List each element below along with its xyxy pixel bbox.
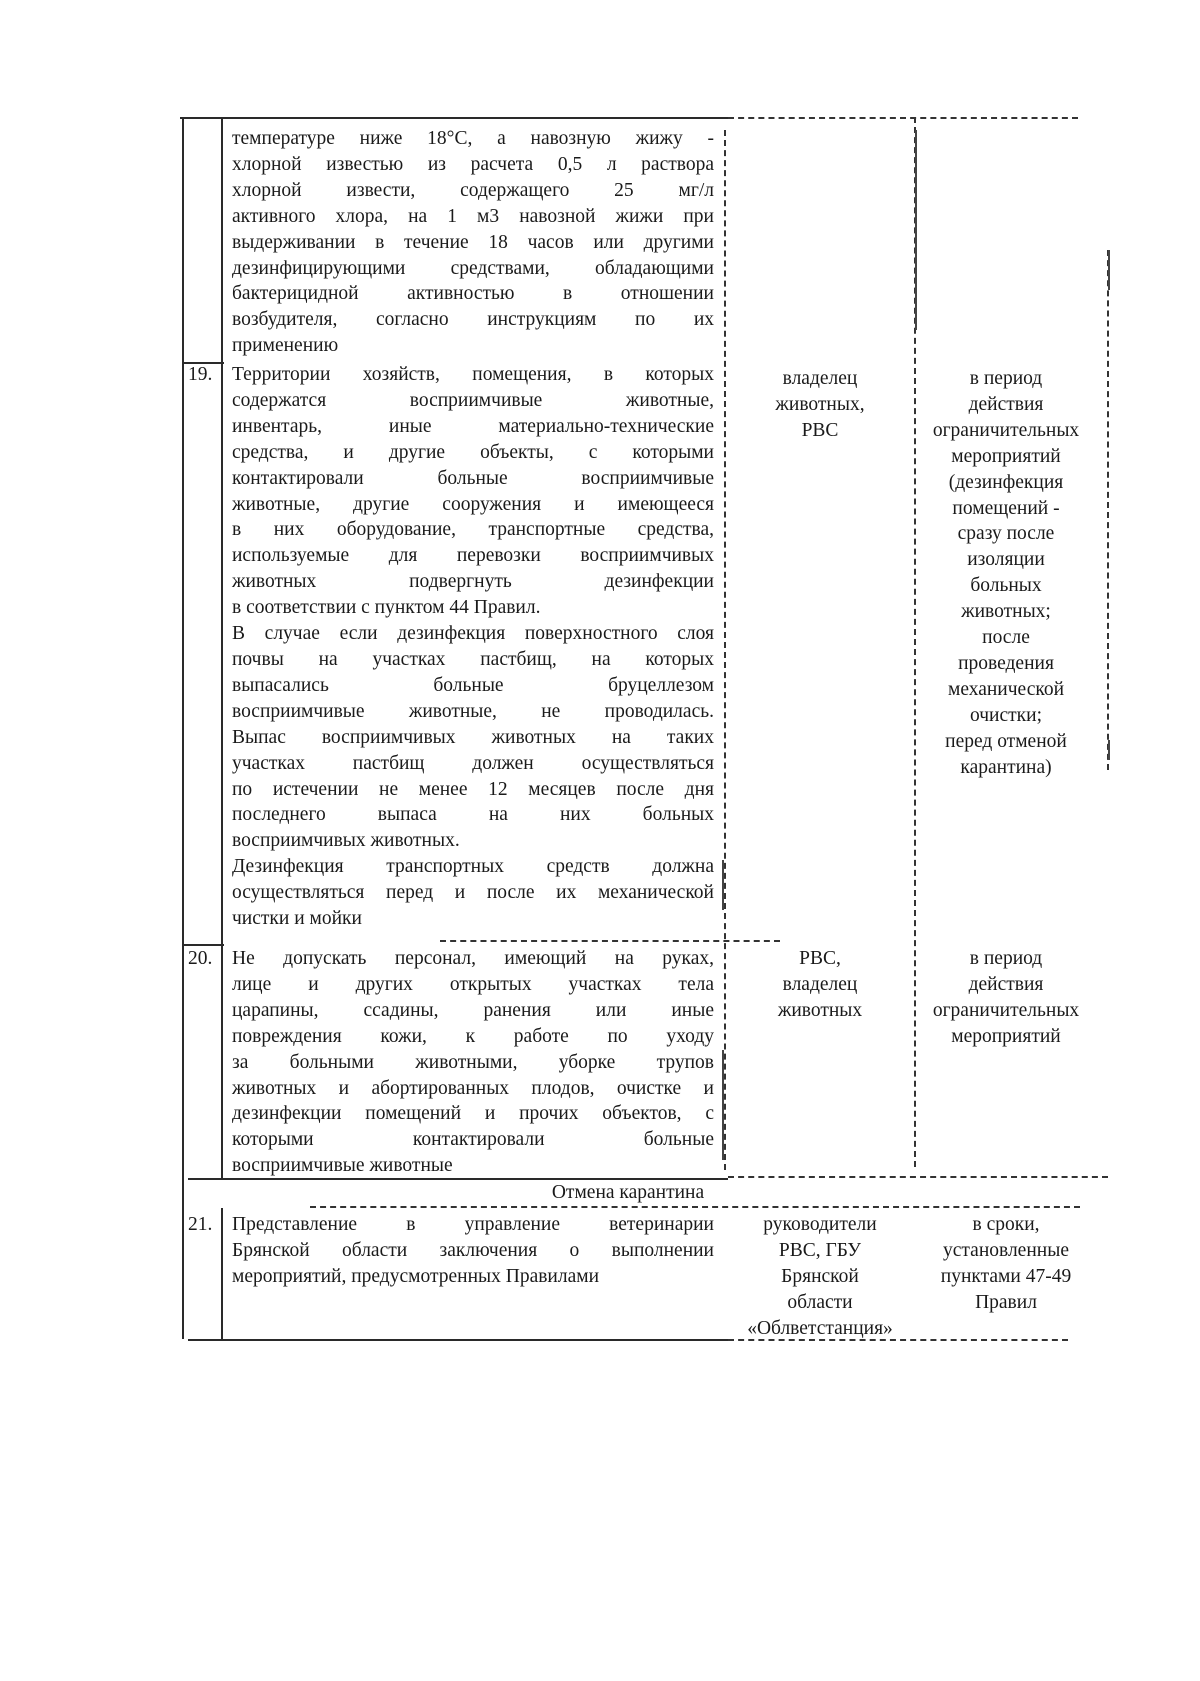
table-bottom-border bbox=[188, 1339, 728, 1341]
responsible-line: животных, bbox=[775, 393, 865, 415]
scan-mark bbox=[915, 130, 917, 330]
measure-line: контактировали больные восприимчивые bbox=[232, 467, 714, 489]
row-19-deadline bbox=[912, 366, 1100, 781]
measure-line: восприимчивые животные, не проводилась. bbox=[232, 700, 714, 722]
measure-line: царапины, ссадины, ранения или иные bbox=[232, 999, 714, 1021]
section-title: Отмена карантина bbox=[551, 1182, 705, 1203]
deadline-line: больных bbox=[970, 575, 1042, 597]
measure-line: в них оборудование, транспортные средства, bbox=[232, 519, 714, 541]
responsible-line: РВС bbox=[801, 419, 839, 441]
measure-line: В случае если дезинфекция поверхностного слоя bbox=[232, 623, 714, 645]
measure-line: мероприятий, предусмотренных Правилами bbox=[232, 1265, 600, 1287]
measure-column-divider bbox=[724, 130, 726, 1170]
continuation-line: активного хлора, на 1 м3 навозной жижи при bbox=[232, 205, 714, 227]
row-21-measure bbox=[232, 1212, 714, 1290]
measure-line: Выпас восприимчивых животных на таких bbox=[232, 726, 714, 748]
number-column-divider-final bbox=[221, 1208, 223, 1339]
measure-line: Дезинфекция транспортных средств должна bbox=[232, 856, 714, 878]
measure-line: последнего выпаса на них больных bbox=[232, 804, 714, 826]
deadline-line: очистки; bbox=[970, 704, 1042, 726]
continuation-line: дезинфицирующими средствами, обладающими bbox=[232, 257, 714, 279]
deadline-line: после bbox=[982, 627, 1030, 649]
right-edge-marks bbox=[1107, 250, 1109, 770]
responsible-line: руководители bbox=[763, 1214, 877, 1235]
measure-line: осуществляться перед и после их механической bbox=[232, 882, 714, 904]
measure-line: восприимчивых животных. bbox=[232, 830, 460, 852]
row-20-deadline bbox=[912, 946, 1100, 1050]
measure-line: по истечении не менее 12 месяцев после дня bbox=[232, 778, 714, 800]
continuation-line: выдерживании в течение 18 часов или другими bbox=[232, 231, 714, 253]
responsible-line: РВС, bbox=[799, 948, 841, 969]
row-19-measure bbox=[232, 362, 714, 932]
measure-line: инвентарь, иные материально-технические bbox=[232, 415, 714, 437]
measure-line: Территории хозяйств, помещения, в которых bbox=[232, 364, 714, 385]
table-top-border-dashed bbox=[728, 117, 1078, 119]
measure-line: участках пастбищ должен осуществляться bbox=[232, 752, 714, 774]
deadline-line: мероприятий bbox=[951, 445, 1061, 467]
deadline-line: в период bbox=[969, 948, 1043, 969]
continuation-line: хлорной известью из расчета 0,5 л раствора bbox=[232, 153, 714, 175]
deadline-line: в сроки, bbox=[972, 1214, 1040, 1235]
deadline-line: ограничительных bbox=[932, 999, 1080, 1021]
measure-line: повреждения кожи, к работе по уходу bbox=[232, 1025, 714, 1047]
deadline-line: действия bbox=[968, 973, 1044, 995]
table-left-border bbox=[182, 117, 184, 1339]
scan-mark bbox=[1108, 740, 1110, 760]
row-20-top-border-dashed bbox=[440, 940, 780, 942]
deadline-line: механической bbox=[947, 678, 1065, 700]
responsible-line: животных bbox=[777, 999, 863, 1021]
row-20-number: 20. bbox=[188, 948, 213, 969]
deadline-line: действия bbox=[968, 393, 1044, 415]
measure-line: животных подвергнуть дезинфекции bbox=[232, 571, 714, 593]
deadline-line: Правил bbox=[975, 1291, 1037, 1313]
responsible-line: «Облветстанция» bbox=[747, 1317, 893, 1339]
continuation-text bbox=[232, 126, 714, 359]
deadline-line: проведения bbox=[958, 652, 1054, 674]
responsible-line: Брянской bbox=[781, 1265, 859, 1287]
deadline-line: в период bbox=[969, 368, 1043, 389]
deadline-line: перед отменой bbox=[945, 730, 1067, 752]
deadline-line: установленные bbox=[943, 1239, 1069, 1261]
measure-line: чистки и мойки bbox=[232, 908, 362, 930]
section-divider-top-dashed bbox=[728, 1176, 1108, 1178]
measure-line: в соответствии с пунктом 44 Правил. bbox=[232, 597, 541, 619]
deadline-line: мероприятий bbox=[951, 1025, 1061, 1047]
section-divider-bottom bbox=[310, 1206, 1080, 1208]
measure-line: лице и других открытых участках тела bbox=[232, 973, 714, 995]
measure-line: Не допускать персонал, имеющий на руках, bbox=[232, 948, 714, 969]
deadline-line: сразу после bbox=[957, 523, 1055, 545]
row-20-responsible bbox=[735, 946, 905, 1024]
continuation-line: возбудителя, согласно инструкциям по их bbox=[232, 309, 714, 331]
row-21-deadline bbox=[912, 1212, 1100, 1316]
measure-line: животных и абортированных плодов, очистке и bbox=[232, 1077, 714, 1099]
measure-line: почвы на участках пастбищ, на которых bbox=[232, 648, 714, 670]
measure-line: за больными животными, уборке трупов bbox=[232, 1051, 714, 1073]
row-19-number: 19. bbox=[188, 364, 213, 385]
scan-mark bbox=[722, 860, 724, 910]
deadline-line: помещений - bbox=[952, 497, 1060, 519]
continuation-line: температуре ниже 18°С, а навозную жижу - bbox=[232, 128, 714, 149]
measure-line: используемые для перевозки восприимчивых bbox=[232, 545, 714, 567]
scan-mark bbox=[1108, 250, 1110, 290]
responsible-line: владелец bbox=[782, 973, 858, 995]
responsible-line: области bbox=[787, 1291, 853, 1313]
measure-line: выпасались больные бруцеллезом bbox=[232, 674, 714, 696]
scan-mark bbox=[722, 1050, 724, 1160]
number-column-divider bbox=[221, 117, 223, 1178]
measure-line: Представление в управление ветеринарии bbox=[232, 1214, 714, 1235]
continuation-line: хлорной извести, содержащего 25 мг/л bbox=[232, 179, 714, 201]
deadline-line: (дезинфекция bbox=[948, 471, 1064, 493]
measure-line: животные, другие сооружения и имеющееся bbox=[232, 493, 714, 515]
table-top-border bbox=[180, 117, 728, 119]
row-19-responsible bbox=[735, 366, 905, 444]
measure-line: средства, и другие объекты, с которыми bbox=[232, 441, 714, 463]
continuation-line: бактерицидной активностью в отношении bbox=[232, 283, 714, 305]
row-20-measure bbox=[232, 946, 714, 1179]
measure-line: содержатся восприимчивые животные, bbox=[232, 389, 714, 411]
deadline-line: изоляции bbox=[967, 549, 1045, 571]
responsible-line: РВС, ГБУ bbox=[778, 1239, 862, 1261]
continuation-line: применению bbox=[232, 335, 339, 357]
measure-line: дезинфекции помещений и прочих объектов, с bbox=[232, 1103, 714, 1125]
row-21-number: 21. bbox=[188, 1214, 213, 1235]
deadline-line: пунктами 47-49 bbox=[940, 1265, 1072, 1287]
row-21-responsible bbox=[735, 1212, 905, 1342]
measure-line: Брянской области заключения о выполнении bbox=[232, 1239, 714, 1261]
deadline-line: карантина) bbox=[960, 756, 1052, 778]
measure-line: которыми контактировали больные bbox=[232, 1129, 714, 1151]
responsible-line: владелец bbox=[782, 368, 858, 389]
deadline-line: животных; bbox=[961, 601, 1051, 623]
measure-line: восприимчивые животные bbox=[232, 1155, 453, 1177]
deadline-line: ограничительных bbox=[932, 419, 1080, 441]
